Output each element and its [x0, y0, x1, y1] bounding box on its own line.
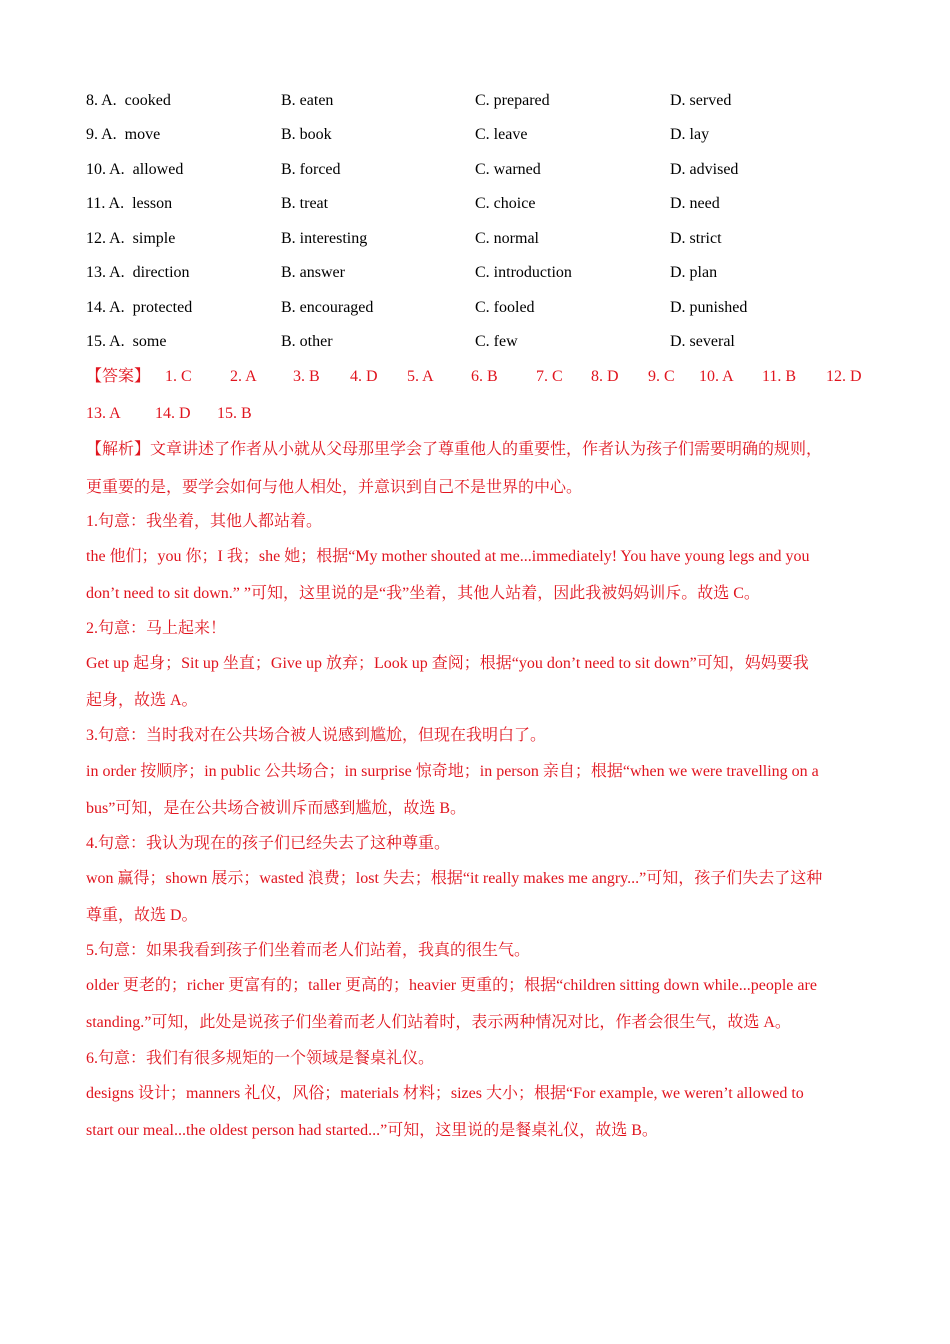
question-6-explanation-2: start our meal...the oldest person had started...”可知，这里说的是餐桌礼仪，故选 B。	[86, 1122, 658, 1139]
answer-item: 13. A	[86, 405, 121, 422]
option-d: D. punished	[670, 299, 748, 316]
option-row-8	[86, 89, 876, 113]
option-a: 9. A. move	[86, 126, 161, 143]
option-row-10	[86, 158, 876, 182]
option-c: C. leave	[475, 126, 528, 143]
option-c: C. introduction	[475, 264, 572, 281]
option-a: 14. A. protected	[86, 299, 193, 316]
option-row-9	[86, 123, 876, 147]
answer-item: 5. A	[407, 368, 434, 385]
question-1-explanation-2: don’t need to sit down.” ”可知，这里说的是“我”坐着，其他人站着，因此我被妈妈训斥。故选 C。	[86, 585, 760, 602]
question-1-explanation-1: the 他们；you 你；I 我；she 她；根据“My mother shouted at me...immediately! You have young legs and you	[86, 548, 810, 565]
option-a: 13. A. direction	[86, 264, 190, 281]
option-d: D. served	[670, 92, 732, 109]
option-c: C. warned	[475, 161, 541, 178]
analysis-intro-line-1: 【解析】文章讲述了作者从小就从父母那里学会了尊重他人的重要性，作者认为孩子们需要明确的规则，	[86, 441, 823, 458]
answer-label: 【答案】	[86, 368, 151, 385]
option-a: 11. A. lesson	[86, 195, 173, 212]
question-3-explanation-1: in order 按顺序；in public 公共场合；in surprise 惊奇地；in person 亲自；根据“when we were travelling on a	[86, 763, 819, 780]
question-6-meaning: 6.句意：我们有很多规矩的一个领域是餐桌礼仪。	[86, 1050, 435, 1067]
question-2-meaning: 2.句意：马上起来！	[86, 620, 227, 637]
option-row-15	[86, 330, 876, 354]
option-b: B. interesting	[281, 230, 368, 247]
option-c: C. fooled	[475, 299, 535, 316]
question-5-meaning: 5.句意：如果我看到孩子们坐着而老人们站着，我真的很生气。	[86, 942, 531, 959]
option-b: B. answer	[281, 264, 345, 281]
answer-item: 8. D	[591, 368, 619, 385]
question-4-explanation-1: won 赢得；shown 展示；wasted 浪费；lost 失去；根据“it really makes me angry...”可知，孩子们失去了这种	[86, 870, 823, 887]
option-a: 8. A. cooked	[86, 92, 171, 109]
answer-item: 4. D	[350, 368, 378, 385]
question-6-explanation-1: designs 设计；manners 礼仪，风俗；materials 材料；sizes 大小；根据“For example, we weren’t allowed to	[86, 1085, 804, 1102]
answer-item: 11. B	[762, 368, 797, 385]
answer-item: 15. B	[217, 405, 252, 422]
option-a: 15. A. some	[86, 333, 167, 350]
answer-item: 9. C	[648, 368, 675, 385]
option-d: D. advised	[670, 161, 739, 178]
answer-item: 2. A	[230, 368, 257, 385]
option-b: B. other	[281, 333, 333, 350]
question-2-explanation-1: Get up 起身；Sit up 坐直；Give up 放弃；Look up 查阅；根据“you don’t need to sit down”可知，妈妈要我	[86, 655, 809, 672]
answer-item: 3. B	[293, 368, 320, 385]
option-row-14	[86, 296, 876, 320]
option-d: D. plan	[670, 264, 718, 281]
option-d: D. need	[670, 195, 720, 212]
option-c: C. prepared	[475, 92, 550, 109]
option-row-13	[86, 261, 876, 285]
option-b: B. encouraged	[281, 299, 374, 316]
question-3-explanation-2: bus”可知，是在公共场合被训斥而感到尴尬，故选 B。	[86, 800, 467, 817]
answer-item: 7. C	[536, 368, 563, 385]
option-a: 12. A. simple	[86, 230, 176, 247]
option-c: C. choice	[475, 195, 536, 212]
option-c: C. normal	[475, 230, 539, 247]
analysis-intro-line-2: 更重要的是，要学会如何与他人相处，并意识到自己不是世界的中心。	[86, 479, 583, 496]
question-2-explanation-2: 起身，故选 A。	[86, 692, 198, 709]
answer-item: 1. C	[165, 368, 192, 385]
option-b: B. treat	[281, 195, 329, 212]
answer-item: 14. D	[155, 405, 191, 422]
option-b: B. forced	[281, 161, 341, 178]
option-d: D. strict	[670, 230, 722, 247]
question-4-explanation-2: 尊重，故选 D。	[86, 907, 198, 924]
option-row-11	[86, 192, 876, 216]
question-3-meaning: 3.句意：当时我对在公共场合被人说感到尴尬，但现在我明白了。	[86, 727, 547, 744]
option-b: B. eaten	[281, 92, 334, 109]
answer-item: 6. B	[471, 368, 498, 385]
question-5-explanation-2: standing.”可知，此处是说孩子们坐着而老人们站着时，表示两种情况对比，作者会很生气，故选 A。	[86, 1014, 791, 1031]
question-5-explanation-1: older 更老的；richer 更富有的；taller 更高的；heavier 更重的；根据“children sitting down while...people are	[86, 977, 817, 994]
answer-item: 12. D	[826, 368, 862, 385]
option-c: C. few	[475, 333, 518, 350]
option-a: 10. A. allowed	[86, 161, 184, 178]
answer-item: 10. A	[699, 368, 734, 385]
question-1-meaning: 1.句意：我坐着，其他人都站着。	[86, 513, 323, 530]
option-b: B. book	[281, 126, 332, 143]
option-d: D. lay	[670, 126, 710, 143]
question-4-meaning: 4.句意：我认为现在的孩子们已经失去了这种尊重。	[86, 835, 451, 852]
option-row-12	[86, 227, 876, 251]
option-d: D. several	[670, 333, 735, 350]
